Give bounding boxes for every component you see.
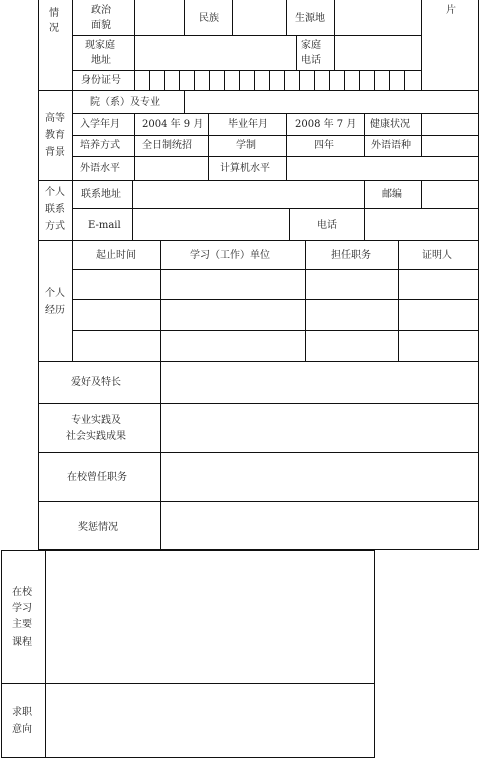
label-lianxi: 联系地址 xyxy=(81,189,121,200)
label-biye: 毕业年月 xyxy=(228,119,268,130)
contact-side-2: 联系 xyxy=(45,204,65,215)
course-side-2: 学习 xyxy=(12,603,32,614)
intent-side-1: 求职 xyxy=(12,707,32,718)
label-practice-2: 社会实践成果 xyxy=(66,431,126,442)
label-ruxue: 入学年月 xyxy=(80,119,120,130)
exp-side-2: 经历 xyxy=(45,305,65,316)
exp-header-unit: 学习（工作）单位 xyxy=(190,250,270,261)
label-minzu: 民族 xyxy=(199,13,219,24)
label-xianjiating: 现家庭 xyxy=(85,40,115,51)
value-xuezhi: 四年 xyxy=(314,140,334,151)
exp-header-witness: 证明人 xyxy=(422,250,452,261)
table-border-left xyxy=(38,0,39,550)
value-peiyang: 全日制统招 xyxy=(142,140,192,151)
label-xuezhi: 学制 xyxy=(236,140,256,151)
value-ruxue: 2004 年 9 月 xyxy=(142,119,204,130)
bottom-table xyxy=(1,550,375,758)
contact-side-1: 个人 xyxy=(45,187,65,198)
edu-side-2: 教育 xyxy=(45,130,65,141)
label-youbian: 邮编 xyxy=(382,189,402,200)
label-jisuanji: 计算机水平 xyxy=(220,163,270,174)
label-contact-dianhua: 电话 xyxy=(317,220,337,231)
label-jiating: 家庭 xyxy=(301,40,321,51)
label-zhengzhi: 政治 xyxy=(91,5,111,16)
label-yuanxi: 院（系）及专业 xyxy=(90,97,160,108)
label-practice-1: 专业实践及 xyxy=(71,415,121,426)
exp-header-time: 起止时间 xyxy=(96,250,136,261)
label-waiyuyuzhong: 外语语种 xyxy=(371,140,411,151)
value-biye: 2008 年 7 月 xyxy=(295,119,357,130)
label-waiyushuiping: 外语水平 xyxy=(80,163,120,174)
edu-side-1: 高等 xyxy=(45,113,65,124)
exp-side-1: 个人 xyxy=(45,288,65,299)
edu-side-3: 背景 xyxy=(45,147,65,158)
contact-side-3: 方式 xyxy=(45,221,65,232)
label-idno: 身份证号 xyxy=(81,75,121,86)
label-dizhi: 地址 xyxy=(91,55,111,66)
label-mianmao: 面貌 xyxy=(91,20,111,31)
course-side-4: 课程 xyxy=(12,637,32,648)
label-shengyuandi: 生源地 xyxy=(295,13,325,24)
course-side-3: 主要 xyxy=(12,619,32,630)
course-side-1: 在校 xyxy=(12,587,32,598)
label-peiyang: 培养方式 xyxy=(80,140,120,151)
exp-header-post: 担任职务 xyxy=(331,250,371,261)
label-email: E-mail xyxy=(88,220,121,231)
label-photo: 片 xyxy=(446,5,456,16)
intent-side-2: 意向 xyxy=(12,724,32,735)
label-school-post: 在校曾任职务 xyxy=(67,472,127,483)
label-award: 奖惩情况 xyxy=(78,522,118,533)
label-kuang: 况 xyxy=(49,23,59,34)
label-hobby: 爱好及特长 xyxy=(71,377,121,388)
label-jiankang: 健康状况 xyxy=(370,119,410,130)
label-dianhua: 电话 xyxy=(301,55,321,66)
label-qing: 情 xyxy=(49,8,59,19)
